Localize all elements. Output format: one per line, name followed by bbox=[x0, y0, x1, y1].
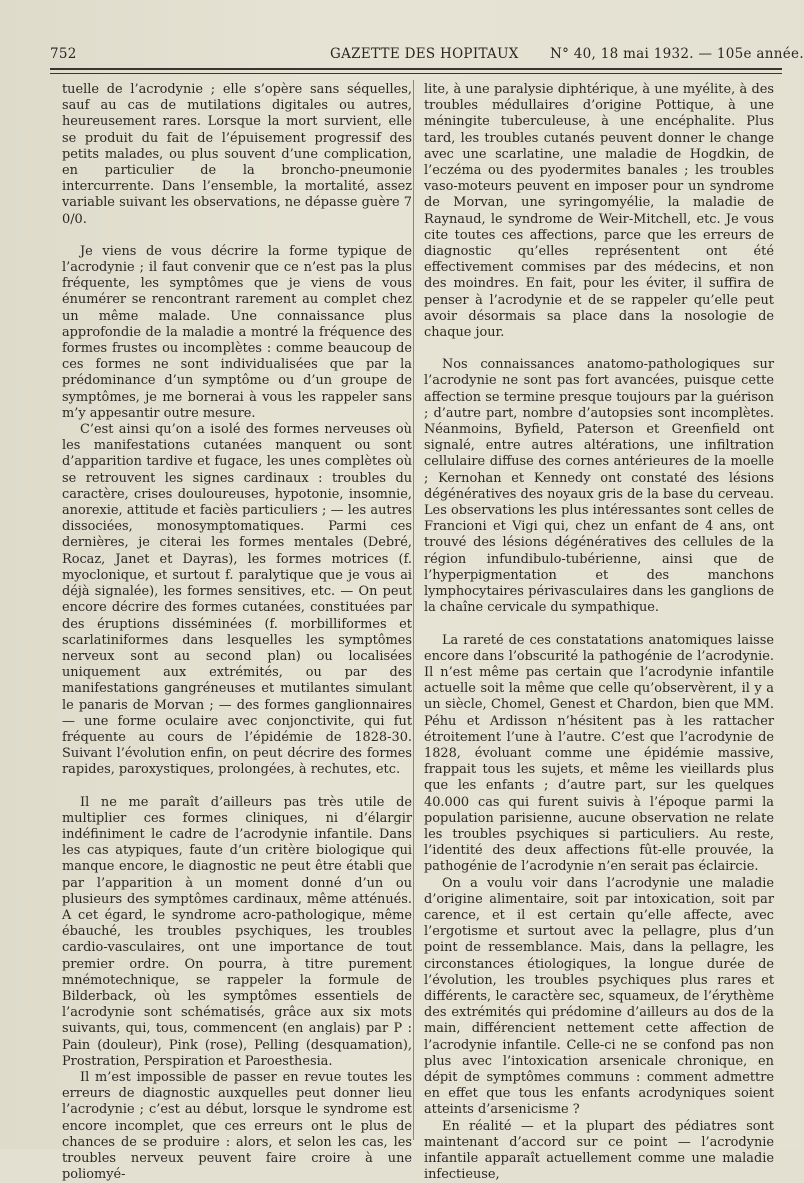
paragraph: lite, à une paralysie diphtérique, à une myélite, à des troubles médullaires d’origine Pottique, à une méningite tuberculeuse, à une encéphalite. Plus tard, les troubles cutanés peuvent donner le change avec une scarlatine, une maladie de Hogdkin, de l’eczéma ou des pyodermites banales ; les troubles vaso-moteurs peuvent en imposer pour un syndrome de Morvan, une syringomyélie, la maladie de Raynaud, le syndrome de Weir-Mitchell, etc. Je vous cite toutes ces affections, parce que les erreurs de diagnostic qu’elles représentent ont été effectivement commises par des médecins, et non des moindres. En fait, pour les éviter, il suffira de penser à l’acrodynie et de se rappeler qu’elle peut avoir désormais sa place dans la nosologie de chaque jour. bbox=[424, 82, 774, 341]
column-divider bbox=[413, 80, 414, 1140]
page-number: 752 bbox=[50, 46, 77, 62]
paragraph: Nos connaissances anatomo-pathologiques sur l’acrodynie ne sont pas fort avancées, puisque cette affection se termine presque toujours par la guérison ; d’autre part, nombre d’autopsies sont incomplètes. Néanmoins, Byfield, Paterson et Greenfield ont signalé, entre autres altérations, une infiltration cellulaire diffuse des cornes antérieures de la moelle ; Kernohan et Kennedy ont constaté des lésions dégénératives des noyaux gris de la base du cerveau. Les observations les plus intéressantes sont celles de Francioni et Vigi qui, chez un enfant de 4 ans, ont trouvé des lésions dégénératives des cellules de la région infundibulo-tubérienne, ainsi que de l’hyperpigmentation et des manchons lymphocytaires périvasculaires dans les ganglions de la chaîne cervicale du sympathique. bbox=[424, 357, 774, 616]
paragraph: On a voulu voir dans l’acrodynie une maladie d’origine alimentaire, soit par intoxication, soit par carence, et il est certain qu’elle affecte, avec l’ergotisme et surtout avec la pellagre, plus d’un point de ressemblance. Mais, dans la pellagre, les circonstances étiologiques, la longue durée de l’évolution, les troubles psychiques plus rares et différents, le caractère sec, squameux, de l’érythème des extrémités qui prédomine d’ailleurs au dos de la main, différencient nettement cette affection de l’acrodynie infantile. Celle-ci ne se confond pas non plus avec l’intoxication arsenicale chronique, en dépit de symptômes communs : comment admettre en effet que tous les enfants acrodyniques soient atteints d’arsenicisme ? bbox=[424, 875, 774, 1118]
paragraph: Je viens de vous décrire la forme typique de l’acrodynie ; il faut convenir que ce n’est pas la plus fréquente, les symptômes que je viens de vous énumérer se rencontrant rarement au complet chez un même malade. Une connaissance plus approfondie de la maladie a montré la fréquence des formes frustes ou incomplètes : comme beaucoup de ces formes ne sont individualisées que par la prédominance d’un symptôme ou d’un groupe de symptômes, je me bornerai à vous les rappeler sans m’y appesantir outre mesure. bbox=[62, 243, 412, 421]
right-column bbox=[424, 82, 774, 1183]
paragraph: Il m’est impossible de passer en revue toutes les erreurs de diagnostic auxquelles peut donner lieu l’acrodynie ; c’est au début, lorsque le syndrome est encore incomplet, que ces erreurs ont le plus de chances de se produire : alors, et selon les cas, les troubles nerveux peuvent faire croire à une poliomyé- bbox=[62, 1069, 412, 1183]
issue-info: N° 40, 18 mai 1932. — 105e année. bbox=[550, 46, 804, 62]
paragraph: tuelle de l’acrodynie ; elle s’opère sans séquelles, sauf au cas de mutilations digitales ou autres, heureusement rares. Lorsque la mort survient, elle se produit du fait de l’épuisement progressif des petits malades, ou plus souvent d’une complication, en particulier de la broncho-pneumonie intercurrente. Dans l’ensemble, la mortalité, assez variable suivant les observations, ne dépasse guère 7 0/0. bbox=[62, 82, 412, 227]
left-column bbox=[62, 82, 412, 1183]
paragraph: C’est ainsi qu’on a isolé des formes nerveuses où les manifestations cutanées manquent ou sont d’apparition tardive et fugace, les unes complètes où se retrouvent les signes cardinaux : troubles du caractère, crises douloureuses, hypotonie, insomnie, anorexie, attitude et faciès particuliers ; — les autres dissociées, monosymptomatiques. Parmi ces dernières, je citerai les formes mentales (Debré, Rocaz, Janet et Dayras), les formes motrices (f. myoclonique, et surtout f. paralytique que je vous ai déjà signalée), les formes sensitives, etc. — On peut encore décrire des formes cutanées, constituées par des éruptions disséminées (f. morbilliformes et scarlatiniformes dans lesquelles les symptômes nerveux sont au second plan) ou localisées uniquement aux extrémités, ou par des manifestations gangréneuses et mutilantes simulant le panaris de Morvan ; — des formes ganglionnaires — une forme oculaire avec conjonctivite, qui fut fréquente au cours de l’épidémie de 1828-30. Suivant l’évolution enfin, on peut décrire des formes rapides, paroxystiques, prolongées, à rechutes, etc. bbox=[62, 422, 412, 778]
paragraph: La rareté de ces constatations anatomiques laisse encore dans l’obscurité la pathogénie de l’acrodynie. Il n’est même pas certain que l’acrodynie infantile actuelle soit la même que celle qu’observèrent, il y a un siècle, Chomel, Genest et Chardon, bien que MM. Péhu et Ardisson n’hésitent pas à les rattacher étroitement l’une à l’autre. C’est que l’acrodynie de 1828, évoluant comme une épidémie massive, frappait tous les sujets, et même les vieillards plus que les enfants ; d’autre part, sur les quelques 40.000 cas qui furent suivis à l’époque parmi la population parisienne, aucune observation ne relate les troubles psychiques si particuliers. Au reste, l’identité des deux affections fût-elle prouvée, la pathogénie de l’acrodynie n’en serait pas éclaircie. bbox=[424, 632, 774, 875]
paragraph: Il ne me paraît d’ailleurs pas très utile de multiplier ces formes cliniques, ni d’élargir indéfiniment le cadre de l’acrodynie infantile. Dans les cas atypiques, faute d’un critère biologique qui manque encore, le diagnostic ne peut être établi que par l’apparition à un moment donné d’un ou plusieurs des symptômes cardinaux, même atténués. A cet égard, le syndrome acro-pathologique, même ébauché, les troubles psychiques, les troubles cardio-vasculaires, ont une importance de tout premier ordre. On pourra, à titre purement mnémotechnique, se rappeler la formule de Bilderback, où les symptômes essentiels de l’acrodynie sont schématisés, grâce aux six mots suivants, qui, tous, commencent (en anglais) par P : Pain (douleur), Pink (rose), Pelling (desquamation), Prostration, Perspiration et Paroesthesia. bbox=[62, 794, 412, 1069]
journal-title: GAZETTE DES HOPITAUX bbox=[330, 46, 519, 62]
page-header bbox=[50, 42, 804, 68]
paragraph: En réalité — et la plupart des pédiatres sont maintenant d’accord sur ce point — l’acrodynie infantile apparaît actuellement comme une maladie infectieuse, bbox=[424, 1118, 774, 1183]
header-rule bbox=[50, 68, 782, 74]
